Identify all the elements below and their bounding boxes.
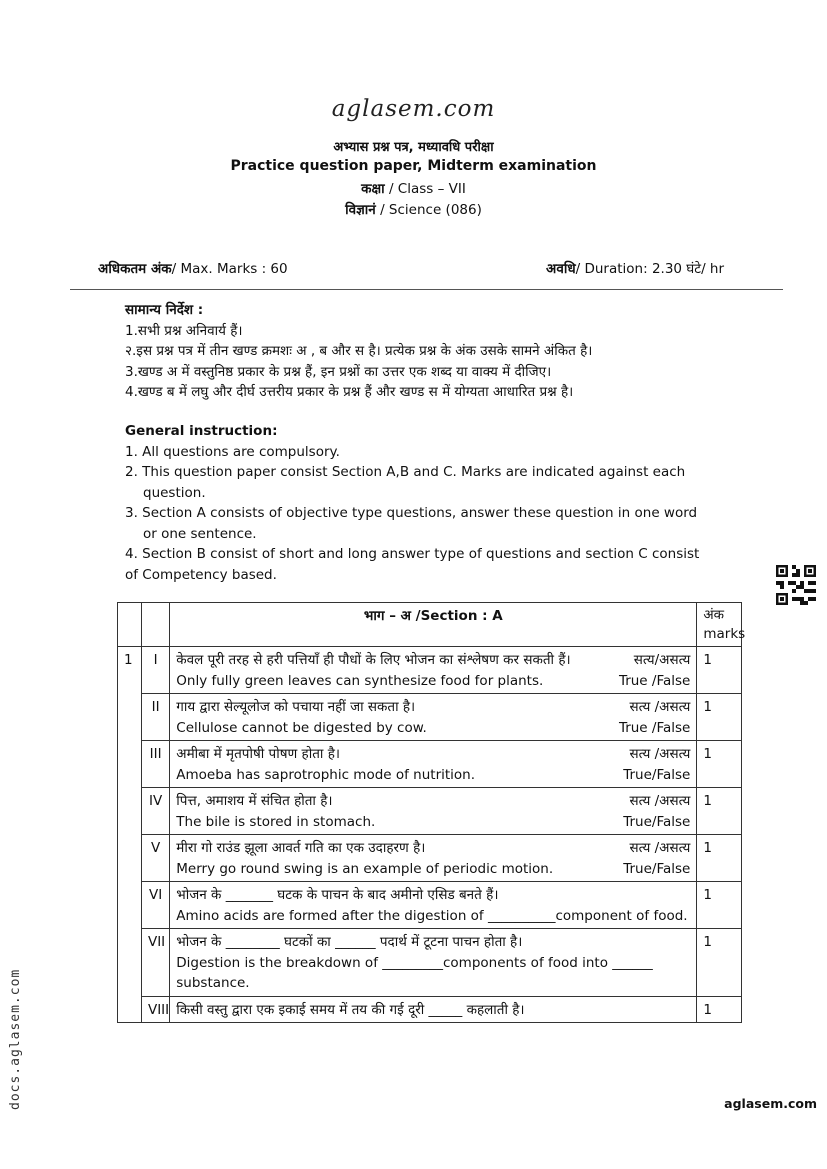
duration xyxy=(546,259,724,277)
table-row xyxy=(118,788,742,835)
sub-number: VII xyxy=(141,929,169,997)
question-number: 1 xyxy=(118,647,142,1023)
class-english: / Class – VII xyxy=(388,181,466,197)
sub-number: VIII xyxy=(141,996,169,1023)
table-row xyxy=(118,694,742,741)
section-title: भाग – अ /Section : A xyxy=(170,603,697,647)
section-a-table xyxy=(117,602,746,1023)
table-row xyxy=(118,996,742,1023)
true-false-hindi: सत्य/असत्य xyxy=(633,652,691,668)
table-row xyxy=(118,882,742,929)
duration-hindi: अवधि xyxy=(546,261,576,277)
true-false-english: True/False xyxy=(623,860,691,877)
question-hindi: पित्त, अमाशय में संचित होता है। xyxy=(176,793,333,809)
question-english: Merry go round swing is an example of periodic motion. xyxy=(176,860,554,877)
table-row xyxy=(118,835,742,882)
question-text xyxy=(170,996,697,1023)
question-marks: 1 xyxy=(697,741,742,788)
instruction-english-item: 3. Section A consists of objective type questions, answer these question in one word xyxy=(125,505,698,521)
question-text xyxy=(170,929,697,997)
question-marks: 1 xyxy=(697,996,742,1023)
qr-code-icon xyxy=(776,565,816,605)
title-hindi: अभ्यास प्रश्न पत्र, मध्यावधि परीक्षा xyxy=(333,140,494,155)
subject-hindi: विज्ञानं xyxy=(345,202,376,218)
sub-number: III xyxy=(141,741,169,788)
question-marks: 1 xyxy=(697,929,742,997)
question-text xyxy=(170,882,697,929)
class-hindi: कक्षा xyxy=(361,181,385,197)
question-english: Cellulose cannot be digested by cow. xyxy=(176,719,427,736)
instructions-hindi-heading: सामान्य निर्देश : xyxy=(125,302,204,318)
question-english: The bile is stored in stomach. xyxy=(176,813,376,830)
sub-number: V xyxy=(141,835,169,882)
question-marks: 1 xyxy=(697,835,742,882)
footer-brand[interactable]: aglasem.com xyxy=(724,1096,817,1111)
true-false-hindi: सत्य /असत्य xyxy=(629,746,691,762)
table-row xyxy=(118,647,742,694)
true-false-english: True/False xyxy=(623,766,691,783)
question-text xyxy=(170,835,697,882)
instruction-hindi-item: २.इस प्रश्न पत्र में तीन खण्ड क्रमशः अ , ब और स है। प्रत्येक प्रश्न के अंक उसके सामने अंकित है। xyxy=(125,343,593,359)
instruction-english-item: 2. This question paper consist Section A,B and C. Marks are indicated against each xyxy=(125,464,686,480)
instruction-english-item-cont: of Competency based. xyxy=(125,566,277,583)
question-marks: 1 xyxy=(697,694,742,741)
question-hindi: भोजन के ________ घटकों का ______ पदार्थ में टूटना पाचन होता है। xyxy=(176,934,523,950)
instruction-english-item-cont: question. xyxy=(143,484,206,501)
true-false-hindi: सत्य /असत्य xyxy=(629,699,691,715)
subject-line xyxy=(0,200,827,218)
table-row xyxy=(118,741,742,788)
instruction-hindi-item: 3.खण्ड अ में वस्तुनिष्ठ प्रकार के प्रश्न हैं, इन प्रश्नों का उत्तर एक शब्द या वाक्य में दीजिए। xyxy=(125,363,552,380)
question-text xyxy=(170,741,697,788)
question-english: Amino acids are formed after the digestion of __________component of food. xyxy=(176,907,688,924)
instructions-english-heading: General instruction: xyxy=(125,423,278,439)
question-hindi: किसी वस्तु द्वारा एक इकाई समय में तय की गई दूरी _____ कहलाती है। xyxy=(176,1001,525,1018)
question-english: Digestion is the breakdown of _________components of food into ______ substance. xyxy=(176,954,653,991)
true-false-english: True /False xyxy=(618,719,691,736)
marks-header-hindi: अंक xyxy=(703,607,725,623)
instructions-english xyxy=(125,421,705,585)
max-marks-english: / Max. Marks : 60 xyxy=(171,261,288,277)
question-english: Only fully green leaves can synthesize food for plants. xyxy=(176,672,544,689)
duration-english: / Duration: 2.30 घंटे/ hr xyxy=(575,261,725,277)
table-header-row xyxy=(118,603,742,647)
sub-number: VI xyxy=(141,882,169,929)
question-hindi: अमीबा में मृतपोषी पोषण होता है। xyxy=(176,746,340,762)
true-false-english: True /False xyxy=(618,672,691,689)
max-marks-hindi: अधिकतम अंक xyxy=(98,261,172,277)
question-marks: 1 xyxy=(697,882,742,929)
sub-number: I xyxy=(141,647,169,694)
question-text xyxy=(170,788,697,835)
instruction-english-item-cont: or one sentence. xyxy=(143,525,257,542)
instruction-hindi-item: 4.खण्ड ब में लघु और दीर्घ उत्तरीय प्रकार के प्रश्न हैं और खण्ड स में योग्यता आधारित प्रश्न है। xyxy=(125,384,574,400)
instructions-hindi xyxy=(125,300,725,403)
class-line xyxy=(0,179,827,197)
marks-header-english: marks xyxy=(703,626,746,642)
question-text xyxy=(170,694,697,741)
question-hindi: केवल पूरी तरह से हरी पत्तियाँ ही पौधों के लिए भोजन का संश्लेषण कर सकती हैं। xyxy=(176,652,571,668)
max-marks xyxy=(98,259,288,277)
instruction-hindi-item: 1.सभी प्रश्न अनिवार्य हैं। xyxy=(125,322,243,339)
question-marks: 1 xyxy=(697,788,742,835)
title-english: Practice question paper, Midterm examination xyxy=(230,158,597,174)
instruction-english-item: 4. Section B consist of short and long answer type of questions and section C consist xyxy=(125,546,700,562)
subject-english: / Science (086) xyxy=(380,202,482,218)
true-false-hindi: सत्य /असत्य xyxy=(629,840,691,856)
side-watermark: docs.aglasem.com xyxy=(8,968,23,1110)
brand-logo: aglasem.com xyxy=(331,96,496,122)
question-english: Amoeba has saprotrophic mode of nutrition. xyxy=(176,766,476,783)
instruction-english-item: 1. All questions are compulsory. xyxy=(125,443,340,460)
question-marks: 1 xyxy=(697,647,742,694)
question-hindi: गाय द्वारा सेल्यूलोज को पचाया नहीं जा सकता है। xyxy=(176,699,416,715)
header-divider xyxy=(70,289,783,290)
question-hindi: मीरा गो राउंड झूला आवर्त गति का एक उदाहरण है। xyxy=(176,840,426,856)
question-text xyxy=(170,647,697,694)
true-false-hindi: सत्य /असत्य xyxy=(629,793,691,809)
question-hindi: भोजन के _______ घटक के पाचन के बाद अमीनो एसिड बनते हैं। xyxy=(176,887,499,903)
sub-number: IV xyxy=(141,788,169,835)
sub-number: II xyxy=(141,694,169,741)
table-row xyxy=(118,929,742,997)
true-false-english: True/False xyxy=(623,813,691,830)
marks-header xyxy=(697,603,746,647)
